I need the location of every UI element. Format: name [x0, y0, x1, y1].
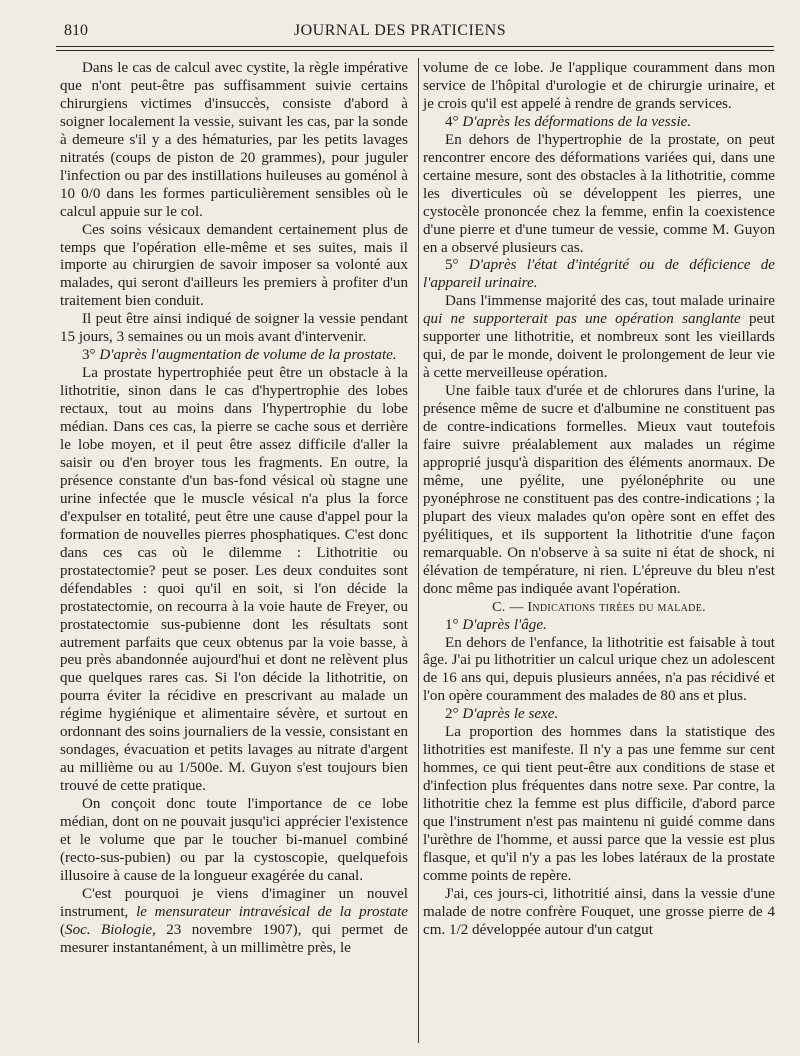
heading-number: 5°: [445, 257, 459, 274]
text-run: (: [60, 921, 66, 938]
text-run: C'est pourquoi je viens d'imaginer un nouvel instrument,: [60, 885, 408, 920]
heading-sexe: [423, 706, 775, 724]
header-rule: [56, 46, 774, 47]
section-heading-c: C. — Indications tirées du malade.: [492, 599, 706, 615]
page-number: 810: [64, 22, 88, 39]
heading-text: D'après le sexe.: [462, 706, 559, 723]
heading-number: 4°: [445, 113, 459, 130]
paragraph-soins-vesicaux: Ces soins vésicaux demandent certainement plus de temps que l'opération elle-même et ses suites, mais il importe au chirurgien de savoir imposer sa volonté aux malades, qui seront d'ailleurs les premiers à profiter d'un traitement bien conduit.: [60, 221, 408, 310]
paragraph-sexe: La proportion des hommes dans la statistique des lithotrities est manifeste. Il n'y a pas une femme sur cent hommes, ce qui tient peut-être aux conditions de stase et d'infection plus fréquentes dans notre sexe. Par contre, la lithotritie chez la femme est plus difficile, d'abord parce que l'instrument n'est pas maintenu ni guidé comme dans l'urèthre de l'homme, et aussi parce que la vessie est plus flasque, et qu'il n'y a pas les lobes latéraux de la prostate comme points de repère.: [423, 724, 775, 884]
column-divider: [418, 58, 419, 1043]
left-column: [60, 60, 408, 958]
paragraph-age: En dehors de l'enfance, la lithotritie est faisable à tout âge. J'ai pu lithotritier un calcul urique chez un adolescent de 16 ans qui, depuis plusieurs années, n'a pas récidivé et l'on opère couramment des malades de 80 ans et plus.: [423, 634, 775, 705]
heading-number: 1°: [445, 616, 459, 633]
paragraph-uree-chlorures: Une faible taux d'urée et de chlorures dans l'urine, la présence même de sucre et d'albumine ne constituent pas de contre-indications formelles. Mieux vaut toutefois faire suivre préalablement aux malades un régime approprié jusqu'à disparition des éléments anormaux. De même, une pyélite, une pyélonéphrite ou une pyonéphrose ne constituent pas des contre-indications ; la plupart des vieux malades qu'on opère sont en effet des pyélitiques, et ils supportent la lithotritie d'une façon remarquable. On n'observe à sa suite ni état de shock, ni élévation de température, ni rien. L'épreuve du bleu n'est donc même pas indiquée avant l'opération.: [423, 383, 775, 597]
right-column: [423, 60, 775, 940]
paragraph-volume-lobe: volume de ce lobe. Je l'applique couramment dans mon service de l'hôpital d'urologie et de chirurgie urinaire, et je crois qu'il est appelé à rendre de grands services.: [423, 60, 775, 112]
heading-appareil-urinaire: [423, 257, 775, 293]
instrument-name: le mensurateur intravésical de la prostate: [136, 903, 408, 920]
heading-text: D'après l'état d'intégrité ou de déficience de l'appareil urinaire.: [423, 257, 775, 292]
heading-age: [423, 617, 775, 635]
citation-journal: Soc. Biologie,: [65, 921, 156, 938]
emphasis-text: qui ne supporterait pas une opération sanglante: [423, 311, 741, 328]
paragraph-lobe-median: On conçoit donc toute l'importance de ce lobe médian, dont on ne pouvait jusqu'ici apprécier l'existence et le volume que par le toucher bi-manuel combiné (recto-sus-pubien) ou par la cystoscopie, quelquefois illusoire à cause de la longueur exagérée du canal.: [60, 796, 408, 884]
paragraph-majorite-cas: [423, 293, 775, 383]
paragraph-jours-ci: J'ai, ces jours-ci, lithotritié ainsi, dans la vessie d'une malade de notre confrère Fouquet, une grosse pierre de 4 cm. 1/2 développée autour d'un catgut: [423, 885, 775, 938]
text-run: 23 novembre 1907), qui permet de mesurer instantanément, à un millimètre près, le: [60, 921, 408, 956]
paragraph-soigner-vessie: Il peut être ainsi indiqué de soigner la vessie pendant 15 jours, 3 semaines ou un mois avant d'intervenir.: [60, 311, 408, 346]
heading-text: D'après les déformations de la vessie.: [462, 113, 692, 130]
text-run: peut supporter une lithotritie, et nombreux sont les vieillards qui, de par le monde, doivent le prolongement de leur vie à cette merveilleuse opération.: [423, 311, 775, 382]
heading-number: 3°: [82, 347, 96, 364]
heading-deformations: [423, 114, 775, 132]
heading-text: D'après l'augmentation de volume de la prostate.: [99, 347, 397, 364]
paragraph-calcul-cystite: Dans le cas de calcul avec cystite, la règle impérative que n'ont peut-être pas suffisamment suivie certains chirurgiens victimes d'insuccès, consiste d'abord à soigner localement la vessie, suivant les cas, par la sonde à demeure s'il y a des hématuries, par les petits lavages nitratés (coups de piston de 20 grammes), pour juguler l'infection ou par des instillations huileuses au goménol à 10 0/0 dans les formes particulièrement sensibles où le calcul appuie sur le col.: [60, 60, 408, 220]
heading-prostate-volume: [60, 347, 408, 365]
heading-number: 2°: [445, 706, 459, 723]
paragraph-deformations: En dehors de l'hypertrophie de la prostate, on peut rencontrer encore des déformations variées qui, dans une certaine mesure, sont des obstacles à la lithotritie, comme les diverticules où se développent les pierres, une cystocèle prononcée chez la femme, enfin la coexistence d'une pierre et d'une tumeur de vessie, comme M. Guyon en a observé plusieurs cas.: [423, 131, 775, 256]
text-run: Dans l'immense majorité des cas, tout malade urinaire: [445, 293, 775, 310]
paragraph-prostate-hypertrophiee: La prostate hypertrophiée peut être un obstacle à la lithotritie, sinon dans le cas d'hypertrophie des lobes rectaux, tout au moins dans l'hypertrophie du lobe médian. Dans ces cas, la pierre se cache sous et derrière le lobe moyen, et il peut être assez difficile d'aller la saisir ou d'en broyer tous les fragments. En outre, la présence constante d'un bas-fond vésical où stagne une urine infectée que le muscle vésical n'a plus la force d'expulser en totalité, peut être une cause d'appel pour la formation de nouvelles pierres phosphatiques. C'est donc dans ces cas où le dilemme : Lithotritie ou prostatectomie? peut se poser. Les deux conduites sont défendables : quoi qu'il en soit, si l'on décide la prostatectomie, on recourra à la voie haute de Freyer, ou prostatectomie sus-pubienne dont les résultats sont autrement parfaits que ceux obtenus par la voie basse, à peu près abandonnée aujourd'hui et dont ne relèvent plus que quelques rares cas. Si l'on décide la lithotritie, on pourra éviter la récidive en prescrivant au malade un régime hygiénique et alimentaire sévère, et surtout en ordonnant des soins journaliers de la vessie, consistant en sondages, évacuation et petits lavages au nitrate d'argent au millième ou au 1/500e. M. Guyon s'est toujours bien trouvé de cette pratique.: [60, 365, 408, 795]
paragraph-mensurateur: [60, 886, 408, 958]
running-title: JOURNAL DES PRATICIENS: [293, 22, 507, 39]
header-rule-thin: [56, 50, 774, 51]
heading-text: D'après l'âge.: [462, 616, 547, 633]
